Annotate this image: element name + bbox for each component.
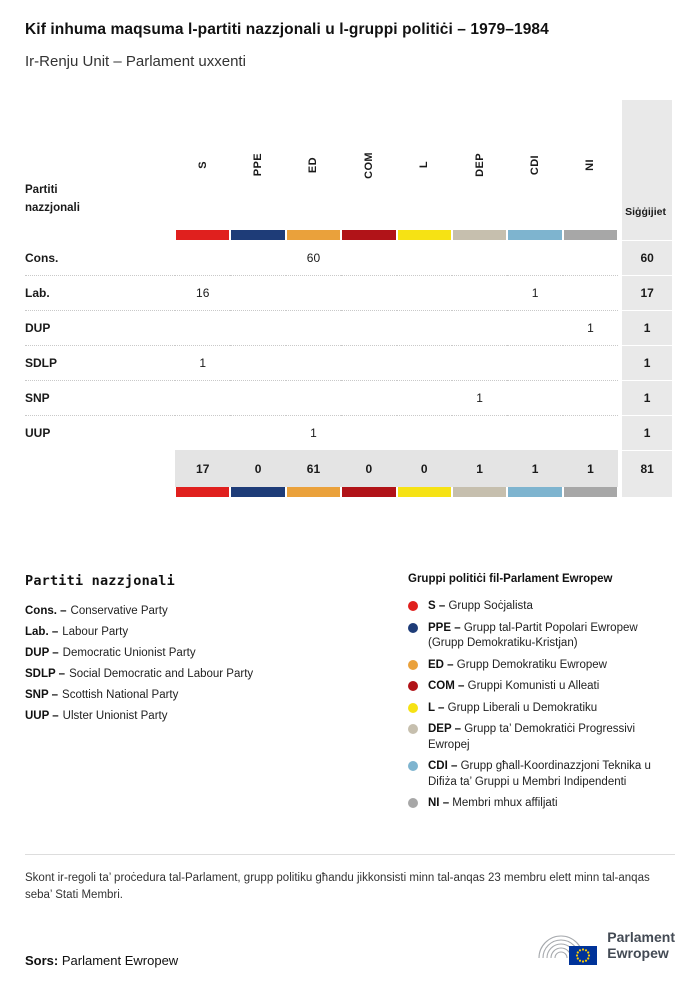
footnote: Skont ir-regoli ta’ proċedura tal-Parlament, grupp politiku għandu jikkonsisti minn tal-anqas 23 membru elett minn tal-anqas seba’ Stati Membri. [25,871,650,902]
value-cell [175,310,230,345]
seats-cell: 1 [622,345,672,380]
page-footer [25,922,675,968]
value-cell [452,415,507,450]
value-cell [341,345,396,380]
value-cell [507,310,562,345]
total-cell: 0 [397,450,452,487]
value-cell: 1 [507,275,562,310]
legend-item-cdi: CDI – Grupp għall-Koordinazzjoni Teknika u Difiża ta’ Gruppi u Membri Indipendenti [408,759,675,790]
value-cell [341,275,396,310]
legend-item-com: COM – Gruppi Komunisti u Alleati [408,679,675,695]
row-header-label: Partiti nazzjonali [25,184,80,215]
empty-cell [25,230,175,240]
group-color-dot [408,761,418,771]
column-header-ed: ED [307,156,320,174]
value-cell [563,415,618,450]
total-seats-cell: 81 [622,450,672,487]
value-cell [397,310,452,345]
european-parliament-logo [535,922,675,968]
value-cell [563,345,618,380]
value-cell [507,345,562,380]
value-cell: 1 [563,310,618,345]
legend-item-l: L – Grupp Liberali u Demokratiku [408,701,675,717]
legend-item-lab: Lab. – Labour Party [25,626,129,638]
group-bar-ppe [230,230,285,240]
column-header-com: COM [362,151,375,179]
column-header-ppe: PPE [252,153,265,177]
political-groups-legend-title: Gruppi politiċi fil-Parlament Ewropew [408,573,613,585]
group-bar-cdi [507,230,562,240]
group-color-dot [408,601,418,611]
value-cell: 1 [175,345,230,380]
page-subtitle: Ir-Renju Unit – Parlament uxxenti [25,53,246,70]
value-cell [286,310,341,345]
group-bar-s [175,487,230,497]
seats-column-fill [622,487,672,497]
seats-cell: 1 [622,415,672,450]
value-cell [230,310,285,345]
column-header-ni: NI [584,159,597,171]
value-cell [341,310,396,345]
group-bar-cdi [507,487,562,497]
value-cell [397,275,452,310]
value-cell: 1 [452,380,507,415]
value-cell [563,380,618,415]
group-bar-com [341,230,396,240]
value-cell [452,240,507,275]
total-cell: 0 [341,450,396,487]
party-name: SNP [25,380,175,415]
legend-item-s: S – Grupp Soċjalista [408,599,675,615]
value-cell [563,275,618,310]
legend-item-cons: Cons. – Conservative Party [25,605,168,617]
seats-table [25,100,675,497]
party-name: Lab. [25,275,175,310]
legend-item-ed: ED – Grupp Demokratiku Ewropew [408,658,675,674]
source-line: Sors: Parlament Ewropew [25,953,179,968]
value-cell [230,415,285,450]
total-cell: 1 [452,450,507,487]
seats-cell: 17 [622,275,672,310]
value-cell [230,380,285,415]
group-color-dot [408,660,418,670]
group-bar-s [175,230,230,240]
group-bar-ed [286,487,341,497]
value-cell [507,240,562,275]
value-cell [286,275,341,310]
party-name: DUP [25,310,175,345]
legend-item-sdlp: SDLP – Social Democratic and Labour Party [25,668,254,680]
value-cell [507,380,562,415]
value-cell [286,380,341,415]
value-cell [175,240,230,275]
divider [25,854,675,855]
value-cell [230,240,285,275]
total-cell: 17 [175,450,230,487]
legend-item-ni: NI – Membri mhux affiljati [408,796,675,812]
value-cell [397,345,452,380]
national-parties-legend [25,573,408,818]
group-bar-com [341,487,396,497]
total-cell: 0 [230,450,285,487]
logo-wordmark: Parlament Ewropew [607,928,675,961]
value-cell [341,380,396,415]
seats-cell: 1 [622,380,672,415]
value-cell [230,345,285,380]
seats-column-fill [622,230,672,240]
group-bar-dep [452,230,507,240]
legend-item-uup: UUP – Ulster Unionist Party [25,710,168,722]
total-cell: 61 [286,450,341,487]
legend-item-snp: SNP – Scottish National Party [25,689,179,701]
party-name: UUP [25,415,175,450]
group-color-dot [408,798,418,808]
column-header-s: S [196,161,209,169]
value-cell: 60 [306,250,321,265]
legend-item-dup: DUP – Democratic Unionist Party [25,647,196,659]
totals-row-label [25,450,175,487]
page-title: Kif inhuma maqsuma l-partiti nazzjonali u l-gruppi politiċi – 1979–1984 [25,21,549,38]
value-cell [397,240,452,275]
legend-item-ppe: PPE – Grupp tal-Partit Popolari Ewropew (Grupp Demokratiku-Kristjan) [408,621,675,652]
group-color-dot [408,623,418,633]
value-cell [286,345,341,380]
total-cell: 1 [507,450,562,487]
group-color-dot [408,724,418,734]
group-bar-ppe [230,487,285,497]
legend-item-dep: DEP – Grupp ta’ Demokratiċi Progressivi Ewropej [408,722,675,753]
group-bar-ed [286,230,341,240]
value-cell [175,380,230,415]
group-color-dot [408,681,418,691]
value-cell [175,415,230,450]
hemicycle-eu-flag-icon [535,922,599,968]
column-header-l: L [418,161,431,169]
national-parties-legend-title: Partiti nazzjonali [25,573,175,589]
value-cell [507,415,562,450]
seats-column-header: Siġġijiet [622,100,672,230]
value-cell [341,415,396,450]
seats-cell: 60 [622,240,672,275]
value-cell [563,240,618,275]
value-cell [397,380,452,415]
seats-cell: 1 [622,310,672,345]
value-cell: 1 [286,415,341,450]
value-cell: 16 [175,275,230,310]
column-header-cdi: CDI [529,154,542,176]
group-bar-ni [563,487,618,497]
political-groups-legend [408,573,675,818]
party-name: SDLP [25,345,175,380]
value-cell [341,240,396,275]
total-cell: 1 [563,450,618,487]
legend [25,573,675,818]
party-name: Cons. [25,250,59,265]
group-bar-l [397,487,452,497]
value-cell [397,415,452,450]
value-cell [452,275,507,310]
group-bar-ni [563,230,618,240]
row-header-cell [25,100,175,230]
group-bar-dep [452,487,507,497]
group-bar-l [397,230,452,240]
column-header-dep: DEP [473,153,486,177]
value-cell [452,345,507,380]
group-color-dot [408,703,418,713]
value-cell [452,310,507,345]
value-cell [230,275,285,310]
empty-cell [25,487,175,497]
